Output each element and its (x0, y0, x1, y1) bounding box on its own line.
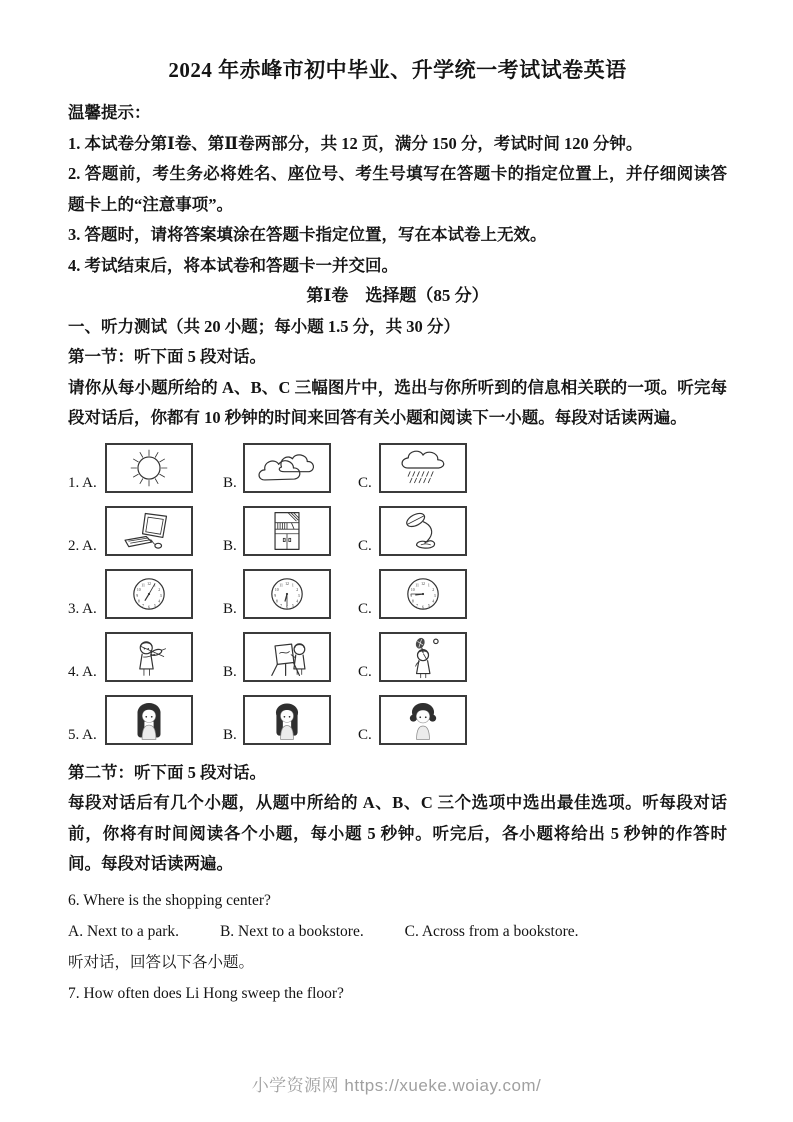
bookshelf-icon (246, 508, 328, 554)
picture-box-5c (379, 695, 467, 745)
girl-short-hair-icon (382, 697, 464, 743)
svg-text:12: 12 (421, 581, 425, 586)
picture-box-2a (105, 506, 193, 556)
svg-text:6: 6 (148, 605, 150, 610)
svg-text:1: 1 (427, 583, 430, 588)
picture-box-1c (379, 443, 467, 493)
question-6-option-b: B. Next to a bookstore. (219, 922, 364, 940)
question-6-options (68, 916, 727, 947)
notice-item-1: 1. 本试卷分第Ⅰ卷、第Ⅱ卷两部分，共 12 页，满分 150 分，考试时间 120 分钟。 (68, 133, 643, 153)
listening-section2-label: 第二节：听下面 5 段对话。 (68, 762, 266, 782)
desk-lamp-icon (382, 508, 464, 554)
option-label-2b: B. (223, 537, 237, 554)
option-label-4b: B. (223, 663, 237, 680)
option-label-1b: B. (223, 474, 237, 491)
svg-text:4: 4 (296, 599, 299, 604)
picture-row-3 (68, 569, 727, 619)
listening-heading: 一、听力测试（共 20 小题；每小题 1.5 分，共 30 分） (68, 316, 460, 336)
question-6: 6. Where is the shopping center? (68, 891, 271, 909)
painting-kid-icon (246, 634, 328, 680)
listening-section1-instructions: 请你从每小题所给的 A、B、C 三幅图片中，选出与你所听到的信息相关联的一项。听完每段对话后，你都有 10 秒钟的时间来回答有关小题和阅读下一小题。每段对话读两遍。 (68, 377, 727, 427)
svg-text:3: 3 (159, 593, 162, 598)
svg-text:10: 10 (274, 587, 279, 592)
svg-text:2: 2 (158, 587, 161, 592)
svg-text:7: 7 (416, 603, 419, 608)
svg-text:3: 3 (297, 593, 300, 598)
svg-text:11: 11 (279, 583, 283, 588)
clock-icon (382, 571, 464, 617)
clock-icon (246, 571, 328, 617)
question-6-option-a: A. Next to a park. (68, 922, 180, 940)
svg-text:6: 6 (286, 605, 288, 610)
violin-kid-icon (108, 634, 190, 680)
option-label-5c: C. (358, 726, 372, 743)
picture-box-2c (379, 506, 467, 556)
picture-box-1b (243, 443, 331, 493)
option-label-4c: C. (358, 663, 372, 680)
svg-text:5: 5 (427, 603, 430, 608)
girl-long-hair-icon (108, 697, 190, 743)
rain-cloud-icon (382, 445, 464, 491)
picture-row-1 (68, 443, 727, 493)
listen-prompt: 听对话，回答以下各小题。 (68, 953, 255, 971)
svg-text:8: 8 (275, 599, 278, 604)
picture-row-4 (68, 632, 727, 682)
option-label-3a: 3. A. (68, 600, 97, 617)
picture-box-5a (105, 695, 193, 745)
picture-box-3a (105, 569, 193, 619)
svg-text:2: 2 (296, 587, 299, 592)
notice-heading: 温馨提示： (68, 103, 151, 122)
svg-text:1: 1 (153, 583, 156, 588)
part1-heading: 第Ⅰ卷 选择题（85 分） (306, 286, 489, 305)
picture-box-5b (243, 695, 331, 745)
svg-text:11: 11 (415, 583, 419, 588)
picture-row-2 (68, 506, 727, 556)
tennis-kid-icon (382, 634, 464, 680)
svg-text:12: 12 (147, 581, 151, 586)
page-title: 2024 年赤峰市初中毕业、升学统一考试试卷英语 (168, 58, 627, 82)
listening-section2-instructions: 每段对话后有几个小题，从题中所给的 A、B、C 三个选项中选出最佳选项。听每段对话前，你将有时间阅读各个小题，每小题 5 秒钟。听完后，各小题将给出 5 秒钟的作答时间。每段对话读两遍。 (68, 793, 727, 873)
svg-text:2: 2 (432, 587, 435, 592)
picture-box-1a (105, 443, 193, 493)
svg-text:7: 7 (280, 603, 283, 608)
question-7: 7. How often does Li Hong sweep the floor? (68, 984, 344, 1002)
svg-text:4: 4 (432, 599, 435, 604)
computer-icon (108, 508, 190, 554)
notice-item-2: 2. 答题前，考生务必将姓名、座位号、考生号填写在答题卡的指定位置上，并仔细阅读答题卡上的“注意事项”。 (68, 164, 727, 214)
svg-text:9: 9 (410, 593, 413, 598)
clouds-icon (246, 445, 328, 491)
svg-text:6: 6 (422, 605, 424, 610)
picture-options-grid (68, 443, 727, 745)
svg-text:4: 4 (158, 599, 161, 604)
footer-watermark: 小学资源网 https://xueke.woiay.com/ (251, 1076, 542, 1095)
svg-text:8: 8 (411, 599, 414, 604)
svg-text:10: 10 (136, 587, 141, 592)
svg-text:7: 7 (142, 603, 145, 608)
clock-icon (108, 571, 190, 617)
listening-section1-label: 第一节：听下面 5 段对话。 (68, 347, 266, 366)
svg-text:10: 10 (410, 587, 415, 592)
page-content (68, 56, 727, 1009)
sun-icon (108, 445, 190, 491)
svg-text:1: 1 (291, 583, 294, 588)
picture-box-3b (243, 569, 331, 619)
svg-text:11: 11 (141, 583, 145, 588)
svg-text:9: 9 (136, 593, 139, 598)
svg-text:8: 8 (137, 599, 140, 604)
svg-text:3: 3 (433, 593, 436, 598)
option-label-2c: C. (358, 537, 372, 554)
option-label-1c: C. (358, 474, 372, 491)
picture-row-5 (68, 695, 727, 745)
girl-long-hair-icon (246, 697, 328, 743)
option-label-3b: B. (223, 600, 237, 617)
notice-item-4: 4. 考试结束后，将本试卷和答题卡一并交回。 (68, 255, 398, 275)
picture-box-4b (243, 632, 331, 682)
svg-text:5: 5 (291, 603, 294, 608)
picture-box-2b (243, 506, 331, 556)
option-label-5b: B. (223, 726, 237, 743)
option-label-5a: 5. A. (68, 726, 97, 743)
picture-box-4c (379, 632, 467, 682)
option-label-4a: 4. A. (68, 663, 97, 680)
svg-text:12: 12 (285, 581, 289, 586)
svg-text:5: 5 (153, 603, 156, 608)
svg-text:9: 9 (274, 593, 277, 598)
option-label-1a: 1. A. (68, 474, 97, 491)
option-label-3c: C. (358, 600, 372, 617)
picture-box-3c (379, 569, 467, 619)
picture-box-4a (105, 632, 193, 682)
question-6-option-c: C. Across from a bookstore. (404, 922, 579, 940)
notice-item-3: 3. 答题时，请将答案填涂在答题卡指定位置，写在本试卷上无效。 (68, 225, 547, 244)
option-label-2a: 2. A. (68, 537, 97, 554)
